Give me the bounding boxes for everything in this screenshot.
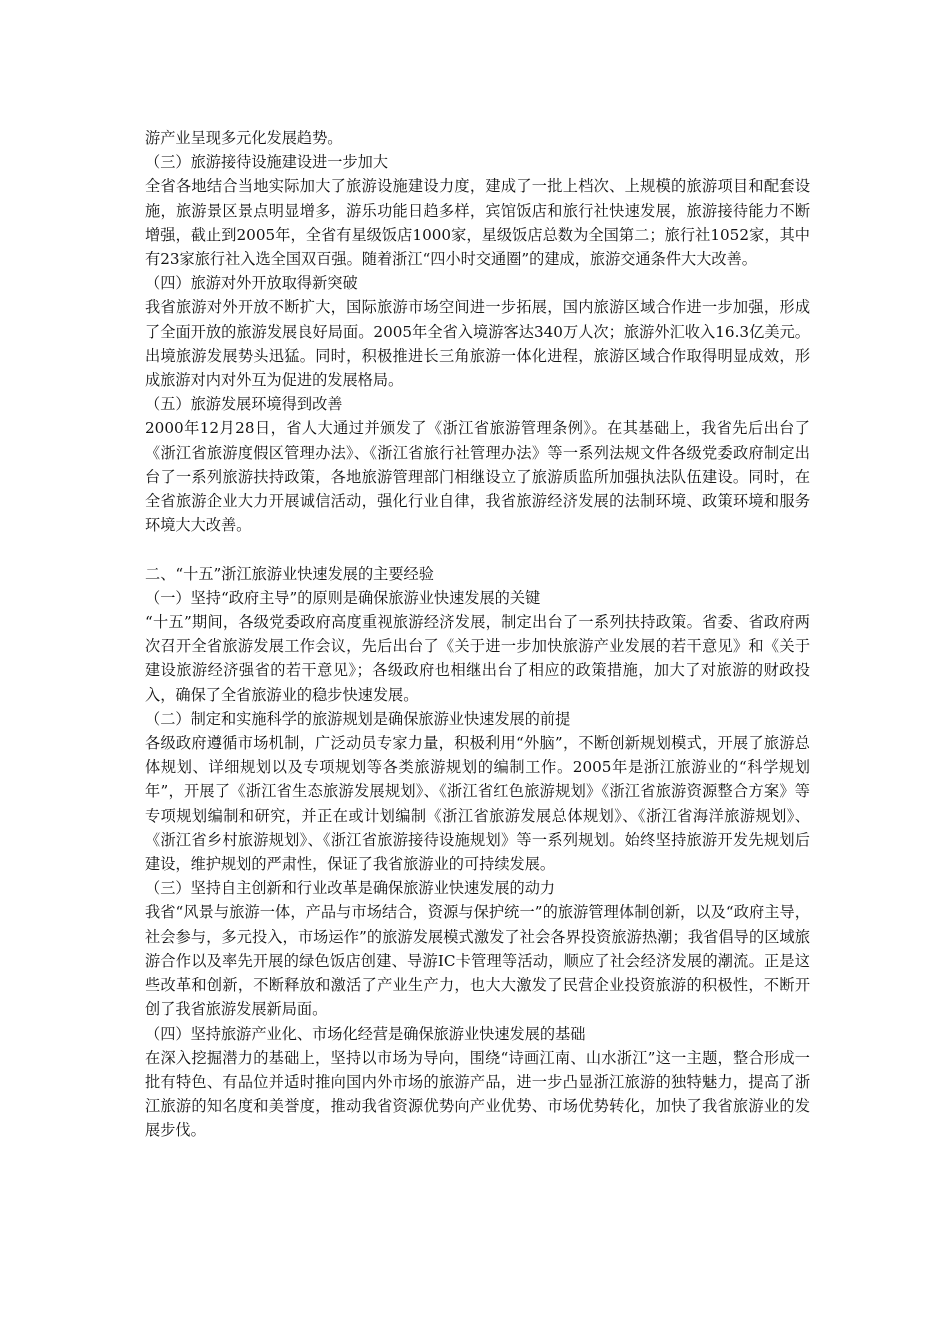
paragraph-facilities: 全省各地结合当地实际加大了旅游设施建设力度，建成了一批上档次、上规模的旅游项目和配套设施，旅游景区景点明显增多，游乐功能日趋多样，宾馆饭店和旅行社快速发展，旅游接待能力不断增强，截止到2005年，全省有星级饭店1000家，星级饭店总数为全国第二；旅行社1052家，其中有23家旅行社入选全国双百强。随着浙江“四小时交通圈”的建成，旅游交通条件大大改善。 [145,177,810,269]
subheading-opening-up: （四）旅游对外开放取得新突破 [145,274,358,293]
paragraph-opening-up: 我省旅游对外开放不断扩大，国际旅游市场空间进一步拓展，国内旅游区域合作进一步加强，形成了全面开放的旅游发展良好局面。2005年全省入境游客达340万人次；旅游外汇收入16.3亿美元。出境旅游发展势头迅猛。同时，积极推进长三角旅游一体化进程，旅游区域合作取得明显成效，形成旅游对内对外互为促进的发展格局。 [145,298,810,390]
paragraph-planning: 各级政府遵循市场机制，广泛动员专家力量，积极利用“外脑”，不断创新规划模式，开展了旅游总体规划、详细规划以及专项规划等各类旅游规划的编制工作。2005年是浙江旅游业的“科学规划年”，开展了《浙江省生态旅游发展规划》、《浙江省红色旅游规划》《浙江省旅游资源整合方案》等专项规划编制和研究，并正在或计划编制《浙江省旅游发展总体规划》、《浙江省海洋旅游规划》、《浙江省乡村旅游规划》、《浙江省旅游接待设施规划》等一系列规划。始终坚持旅游开发先规划后建设，维护规划的严肃性，保证了我省旅游业的可持续发展。 [145,734,810,874]
subheading-environment: （五）旅游发展环境得到改善 [145,395,343,414]
paragraph-continuation: 游产业呈现多元化发展趋势。 [145,129,343,147]
paragraph-environment: 2000年12月28日，省人大通过并颁发了《浙江省旅游管理条例》。在其基础上，我省先后出台了《浙江省旅游度假区管理办法》、《浙江省旅行社管理办法》等一系列法规文件各级党委政府制定出台了一系列旅游扶持政策，各地旅游管理部门相继设立了旅游质监所加强执法队伍建设。同时，在全省旅游企业大力开展诚信活动，强化行业自律，我省旅游经济发展的法制环境、政策环境和服务环境大大改善。 [145,419,810,535]
subheading-innovation: （三）坚持自主创新和行业改革是确保旅游业快速发展的动力 [145,879,556,898]
document-body [145,126,810,1143]
paragraph-government-led: “十五”期间，各级党委政府高度重视旅游经济发展，制定出台了一系列扶持政策。省委、省政府两次召开全省旅游发展工作会议，先后出台了《关于进一步加快旅游产业发展的若干意见》和《关于建设旅游经济强省的若干意见》；各级政府也相继出台了相应的政策措施，加大了对旅游的财政投入，确保了全省旅游业的稳步快速发展。 [145,613,810,704]
subheading-planning: （二）制定和实施科学的旅游规划是确保旅游业快速发展的前提 [145,709,571,728]
subheading-government-led: （一）坚持“政府主导”的原则是确保旅游业快速发展的关键 [145,588,541,607]
paragraph-industrialization: 在深入挖掘潜力的基础上，坚持以市场为导向，围绕“诗画江南、山水浙江”这一主题，整合形成一批有特色、有品位并适时推向国内外市场的旅游产品，进一步凸显浙江旅游的独特魅力，提高了浙江旅游的知名度和美誉度，推动我省资源优势向产业优势、市场优势转化，加快了我省旅游业的发展步伐。 [145,1048,810,1140]
section-heading-experience: 二、“十五”浙江旅游业快速发展的主要经验 [145,564,434,583]
paragraph-innovation: 我省“风景与旅游一体，产品与市场结合，资源与保护统一”的旅游管理体制创新，以及“政府主导，社会参与，多元投入，市场运作”的旅游发展模式激发了社会各界投资旅游热潮；我省倡导的区域旅游合作以及率先开展的绿色饭店创建、导游IC卡管理等活动，顺应了社会经济发展的潮流。正是这些改革和创新，不断释放和激活了产业生产力，也大大激发了民营企业投资旅游的积极性，不断开创了我省旅游发展新局面。 [145,903,810,1019]
subheading-industrialization: （四）坚持旅游产业化、市场化经营是确保旅游业快速发展的基础 [145,1024,586,1043]
subheading-facilities: （三）旅游接待设施建设进一步加大 [145,153,388,172]
paragraph-spacer [145,537,810,561]
